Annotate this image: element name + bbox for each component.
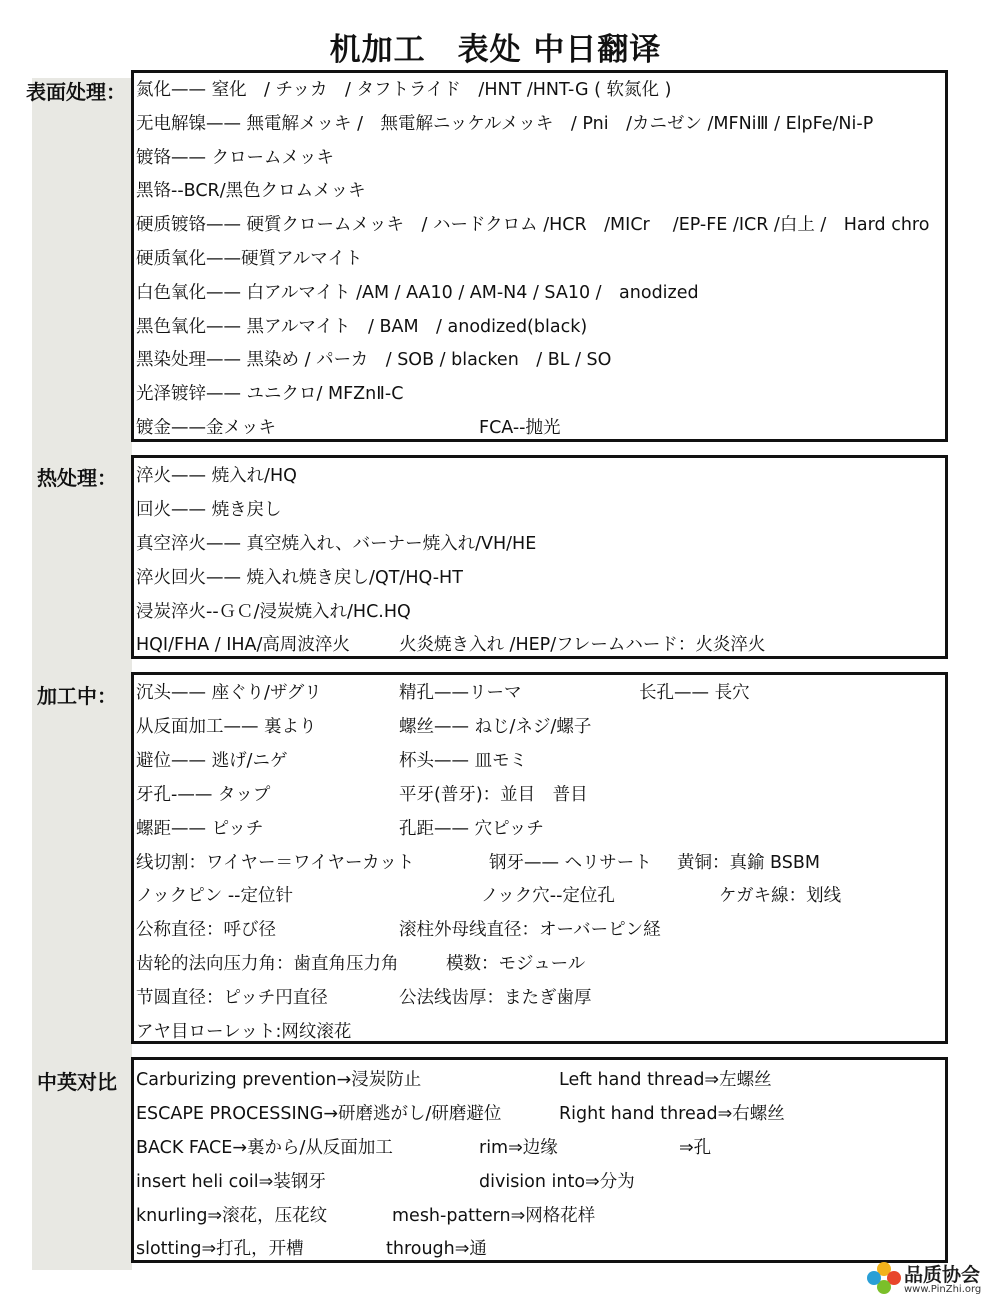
pinzhi-logo bbox=[866, 1258, 991, 1298]
section-label-machining: 加工中： bbox=[37, 684, 117, 708]
logo-name: 品质协会 bbox=[904, 1264, 981, 1286]
section-label-cn-en-compare: 中英对比 bbox=[37, 1070, 117, 1094]
section-label-heat-treatment: 热处理： bbox=[37, 466, 117, 490]
page-title: 机加工 表处 中日翻译 bbox=[329, 32, 662, 68]
machining-box: 沉头—— 座ぐり/ザグリ 精孔——リーマ 长孔—— 長穴 从反面加工—— 裏より 螺丝—— ねじ/ネジ/螺子 避位—— 逃げ/ニゲ 杯头—— 皿モミ 牙孔-—— タップ 平牙(普牙)：並目 普目 螺距—— ピッチ 孔距—— 穴ピッチ 线切割：ワイヤー＝ワイヤーカット 钢牙—— ヘリサート 黄铜：真鍮 BSBM ノックピン --定位针 ノック穴--定位孔 ケガキ線：划线 公称直径：呼び径 滚柱外母线直径：オーバーピン経 齿轮的法向压力角：歯直角压力角 模数：モジュール 节圆直径：ピッチ円直径 公法线齿厚：またぎ歯厚 アヤ目ローレット:网纹滚花 bbox=[131, 672, 948, 1044]
heat-treatment-box: 淬火—— 焼入れ/HQ 回火—— 焼き戻し 真空淬火—— 真空焼入れ、バーナー焼入れ/VH/HE 淬火回火—— 焼入れ焼き戻し/QT/HQ-HT 浸炭淬火--ＧＣ/浸炭焼入れ/HC.HQ HQI/FHA / IHA/高周波淬火 火炎焼き入れ /HEP/フレームハード：火炎淬火 bbox=[131, 455, 948, 659]
section-label-surface-treatment: 表面处理： bbox=[26, 80, 126, 104]
surface-treatment-box: 氮化—— 窒化 / チッカ / タフトライド /HNT /HNT-G ( 软氮化 ) 无电解镍—— 無電解メッキ / 無電解ニッケルメッキ / Pni /カニゼン /MFNiⅢ / ElpFe/Ni-P 镀铬—— クロームメッキ 黑铬--BCR/黑色クロムメッキ 硬质镀铬—— 硬質クロームメッキ / ハードクロム /HCR /MICr /EP-FE /ICR /白上 / Hard chro 硬质氧化——硬質アルマイト 白色氧化—— 白アルマイト /AM / AA10 / AM-N4 / SA10 / anodized 黑色氧化—— 黒アルマイト / BAM / anodized(black) 黑染处理—— 黒染め / パーカ / SOB / blacken / BL / SO 光泽镀锌—— ユニクロ/ MFZnⅡ-C 镀金——金メッキ FCA--抛光 bbox=[131, 70, 948, 442]
cn-en-compare-box: Carburizing prevention→浸炭防止 Left hand thread⇒左螺丝 ESCAPE PROCESSING→研磨逃がし/研磨避位 Right hand thread⇒右螺丝 BACK FACE→裏から/从反面加工 rim⇒边缘 ⇒孔 insert heli coil⇒装钢牙 division into⇒分为 knurling⇒滚花，压花纹 mesh-pattern⇒网格花样 slotting⇒打孔，开槽 through⇒通 bbox=[131, 1057, 948, 1263]
flower-logo-icon bbox=[866, 1262, 902, 1296]
logo-url: www.PinZhi.org bbox=[904, 1284, 982, 1295]
